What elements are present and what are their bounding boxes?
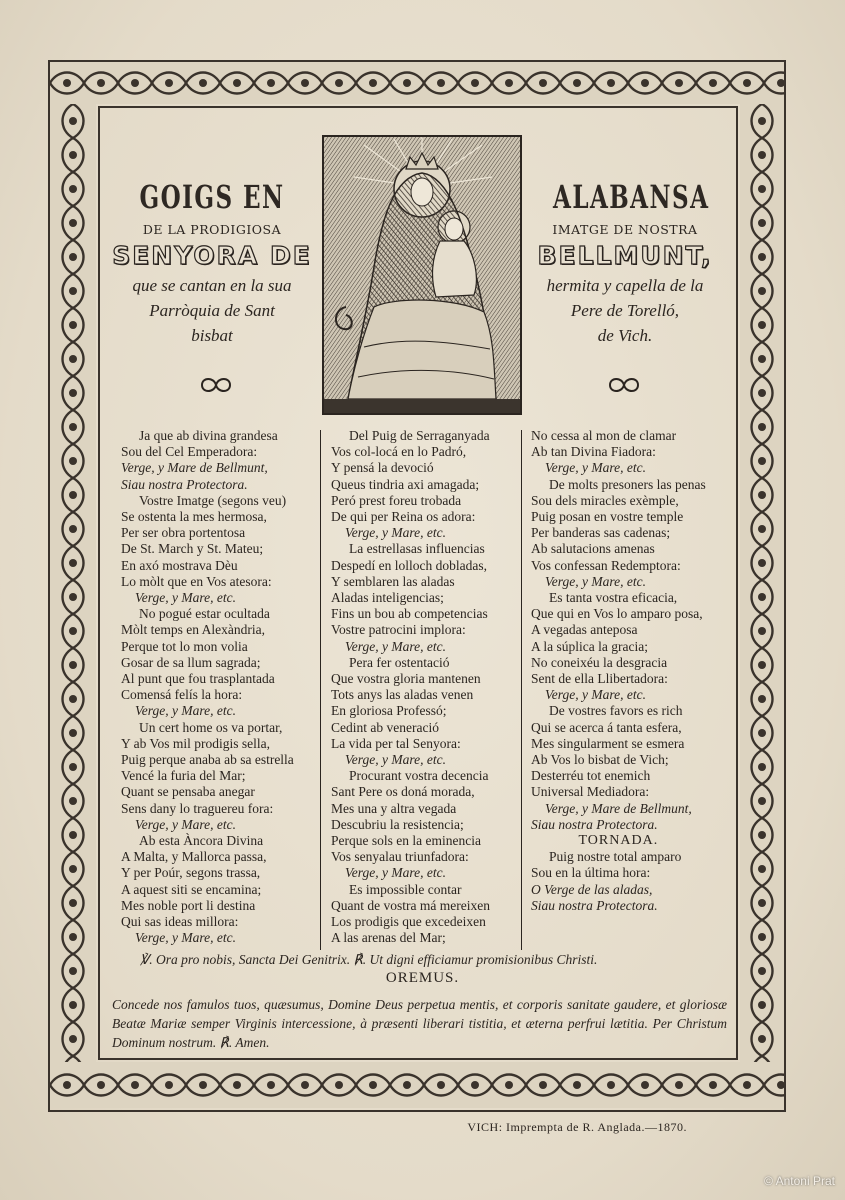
- verse-line: Al punt que fou trasplantada: [121, 671, 275, 687]
- verse-line: Perque tot lo mon volia: [121, 638, 248, 654]
- verse-line: Vos senyalau triunfadora:: [331, 849, 469, 865]
- verse-line: La vida per tal Senyora:: [331, 735, 461, 751]
- title-de-la-prodigiosa: DE LA PRODIGIOSA: [142, 222, 282, 237]
- verse-line: Qui sas ideas millora:: [121, 914, 239, 930]
- verse-line: Del Puig de Serraganyada: [349, 428, 490, 443]
- verse-line: Cedint ab veneració: [331, 719, 439, 735]
- verse-line: Verge, y Mare, etc.: [135, 816, 236, 832]
- madonna-and-child-icon: [324, 137, 520, 413]
- verse-line: Vostre Imatge (segons veu): [139, 492, 287, 508]
- ornamental-band-right: [740, 104, 784, 1062]
- verse-line: Procurant vostra decencia: [349, 768, 489, 784]
- verse-line: Mòlt temps en Alexàndria,: [121, 622, 265, 638]
- verse-line: Y per Poúr, segons trassa,: [121, 865, 261, 881]
- ornamental-band-bottom: [50, 1062, 784, 1108]
- oremus-heading: OREMUS.: [385, 970, 460, 986]
- verse-line: A las arenas del Mar;: [331, 930, 446, 946]
- verse-line: Sou dels miracles exèmple,: [531, 492, 679, 508]
- subtitle-right-line: de Vich.: [597, 326, 653, 345]
- closing-prayer: Concede nos famulos tuos, quæsumus, Domine Deus perpetua mentis, et corporis sanitate gaudere, et gloriosæ Beatæ Mariæ semper Virginis intercessione, à præsenti liberari tistitia, et æterna perfrui lætitia. Per Christum Dominum nostrum. ℟. Amen.: [112, 997, 727, 1050]
- subtitle-right: [525, 273, 725, 348]
- column-divider: [521, 430, 522, 950]
- title-goigs-en: GOIGS EN: [139, 178, 285, 216]
- verse-line: Lo mòlt que en Vos atesora:: [121, 573, 272, 589]
- verse-line: Siau nostra Protectora.: [531, 816, 658, 832]
- verse-line: Verge, y Mare, etc.: [345, 525, 446, 541]
- verse-line: No pogué estar ocultada: [139, 606, 270, 622]
- verse-line: Universal Mediadora:: [531, 784, 650, 800]
- verse-line: A Malta, y Mallorca passa,: [121, 849, 267, 865]
- subtitle-right-line: Pere de Torelló,: [570, 301, 680, 320]
- verse-line: De vostres favors es rich: [549, 703, 683, 719]
- verse-line: Siau nostra Protectora.: [121, 476, 248, 492]
- verse-line: A aquest siti se encamina;: [121, 881, 262, 897]
- verse-line: Ja que ab divina grandesa: [139, 428, 278, 443]
- verse-line: Queus tindria axi amagada;: [331, 476, 480, 492]
- title-alabansa: ALABANSA: [553, 178, 710, 216]
- verse-line: Verge, y Mare de Bellmunt,: [545, 800, 692, 816]
- verse-line: Vos confessan Redemptora:: [531, 557, 681, 573]
- verse-line: Verge, y Mare, etc.: [135, 590, 236, 606]
- verse-column-2: [331, 428, 490, 947]
- verse-line: Siau nostra Protectora.: [531, 897, 658, 913]
- verse-line: Sent de ella Llibertadora:: [531, 671, 668, 687]
- verse-line: Verge, y Mare, etc.: [545, 687, 646, 703]
- verse-line: Verge, y Mare, etc.: [545, 460, 646, 476]
- verse-line: Puig nostre total amparo: [549, 849, 682, 865]
- verse-line: De molts presoners las penas: [549, 476, 706, 492]
- verse-line: Y semblaren las aladas: [331, 573, 455, 589]
- madonna-engraving-image: [322, 135, 522, 415]
- verse-line: O Verge de las aladas,: [531, 881, 653, 897]
- verse-line: Vos col-locá en lo Padró,: [331, 444, 467, 460]
- verse-line: Tots anys las aladas venen: [331, 687, 474, 703]
- verse-line: Y pensá la devoció: [331, 460, 434, 476]
- verse-line: Sou del Cel Emperadora:: [121, 444, 258, 460]
- verse-line: Que qui en Vos lo amparo posa,: [531, 606, 703, 622]
- verse-line: Quant se pensaba anegar: [121, 784, 255, 800]
- verse-line: Sant Pere os doná morada,: [331, 784, 475, 800]
- verse-line: A la súplica la gracia;: [531, 638, 648, 654]
- verse-line: De St. March y St. Mateu;: [121, 541, 264, 557]
- subtitle-left-line: bisbat: [191, 326, 233, 345]
- title-bellmunt: BELLMUNT,: [537, 241, 713, 270]
- verse-line: Puig posan en vostre temple: [531, 509, 684, 525]
- verse-line: En axó mostrava Dèu: [121, 557, 238, 573]
- verse-line: Quant de vostra má mereixen: [331, 897, 490, 913]
- printer-imprint: VICH: Imprempta de R. Anglada.—1870.: [467, 1120, 687, 1134]
- copyright-watermark: © Antoni Prat: [764, 1174, 835, 1188]
- verse-line: Vostre patrocini implora:: [331, 622, 466, 638]
- knot-ornament-icon: [198, 375, 234, 395]
- verse-line: Verge, y Mare, etc.: [345, 638, 446, 654]
- verse-line: Verge, y Mare, etc.: [545, 573, 646, 589]
- verse-line: Descubriu la resistencia;: [331, 816, 464, 832]
- verse-line: Perque sols en la eminencia: [331, 833, 481, 849]
- verse-line: Verge, y Mare, etc.: [135, 703, 236, 719]
- subtitle-left: [108, 273, 316, 348]
- verse-line: Es tanta vostra eficacia,: [549, 590, 678, 606]
- verse-line: Verge, y Mare, etc.: [345, 865, 446, 881]
- verse-line: Despedí en lolloch dobladas,: [331, 557, 487, 573]
- verse-line: Ab esta Àncora Divina: [139, 833, 264, 849]
- verse-line: A vegadas anteposa: [531, 622, 638, 638]
- column-divider: [320, 430, 321, 950]
- subtitle-right-line: hermita y capella de la: [546, 276, 704, 295]
- verse-line: Ab salutacions amenas: [531, 541, 655, 557]
- verse-column-3: [531, 428, 706, 914]
- verse-line: Peró prest foreu trobada: [331, 492, 462, 508]
- verse-line: Per ser obra portentosa: [121, 525, 246, 541]
- title-right-block: [525, 178, 725, 348]
- verse-line: Ab Vos lo bisbat de Vich;: [531, 752, 669, 768]
- verse-line: Mes noble port li destina: [121, 897, 256, 913]
- verse-line: Puig perque anaba ab sa estrella: [121, 752, 294, 768]
- verse-line: Que vostra gloria mantenen: [331, 671, 481, 687]
- verse-line: Sou en la última hora:: [531, 865, 651, 881]
- verse-line: En gloriosa Professó;: [331, 703, 447, 719]
- verse-line: Verge, y Mare de Bellmunt,: [121, 460, 268, 476]
- verse-line: Se ostenta la mes hermosa,: [121, 509, 267, 525]
- verse-line: Ab tan Divina Fiadora:: [531, 444, 656, 460]
- title-senyora-de: SENYORA DE: [112, 241, 312, 270]
- title-imatge-de-nostra: IMATGE DE NOSTRA: [552, 222, 698, 237]
- verse-line: De qui per Reina os adora:: [331, 509, 476, 525]
- verse-line: No coneixéu la desgracia: [531, 654, 668, 670]
- ornamental-band-left: [50, 104, 96, 1062]
- verse-line: No cessa al mon de clamar: [531, 428, 677, 443]
- subtitle-left-line: Parròquia de Sant: [149, 301, 275, 320]
- verse-line: Es impossible contar: [349, 881, 462, 897]
- responsory-line: ℣. Ora pro nobis, Sancta Dei Genitrix. ℟. Ut digni efficiamur promisionibus Christi.: [140, 952, 598, 967]
- verse-column-1: [121, 428, 294, 947]
- verse-line: Pera fer ostentació: [349, 654, 450, 670]
- verse-line: La estrellasas influencias: [349, 541, 485, 557]
- verse-line: TORNADA.: [578, 833, 659, 849]
- verse-line: Mes singularment se esmera: [531, 735, 685, 751]
- verse-line: Comensá felís la hora:: [121, 687, 243, 703]
- verse-line: Vencé la furia del Mar;: [121, 768, 246, 784]
- verse-line: Gosar de sa llum sagrada;: [121, 654, 261, 670]
- verse-line: Los prodigis que excedeixen: [331, 914, 486, 930]
- knot-ornament-icon: [606, 375, 642, 395]
- ornamental-band-top: [50, 62, 784, 104]
- title-left-block: [108, 178, 316, 348]
- verse-line: Verge, y Mare, etc.: [135, 930, 236, 946]
- verse-line: Mes una y altra vegada: [331, 800, 457, 816]
- verse-line: Desterréu tot enemich: [531, 768, 651, 784]
- verse-line: Fins un bou ab competencias: [331, 606, 488, 622]
- verse-line: Aladas inteligencias;: [331, 590, 444, 606]
- subtitle-left-line: que se cantan en la sua: [132, 276, 292, 295]
- verse-line: Un cert home os va portar,: [139, 719, 283, 735]
- verse-line: Per banderas sas cadenas;: [531, 525, 671, 541]
- verse-line: Sens dany lo traguereu fora:: [121, 800, 274, 816]
- verse-line: Qui se acerca á tanta esfera,: [531, 719, 682, 735]
- verse-line: Y ab Vos mil prodigis sella,: [121, 735, 271, 751]
- verse-line: Verge, y Mare, etc.: [345, 752, 446, 768]
